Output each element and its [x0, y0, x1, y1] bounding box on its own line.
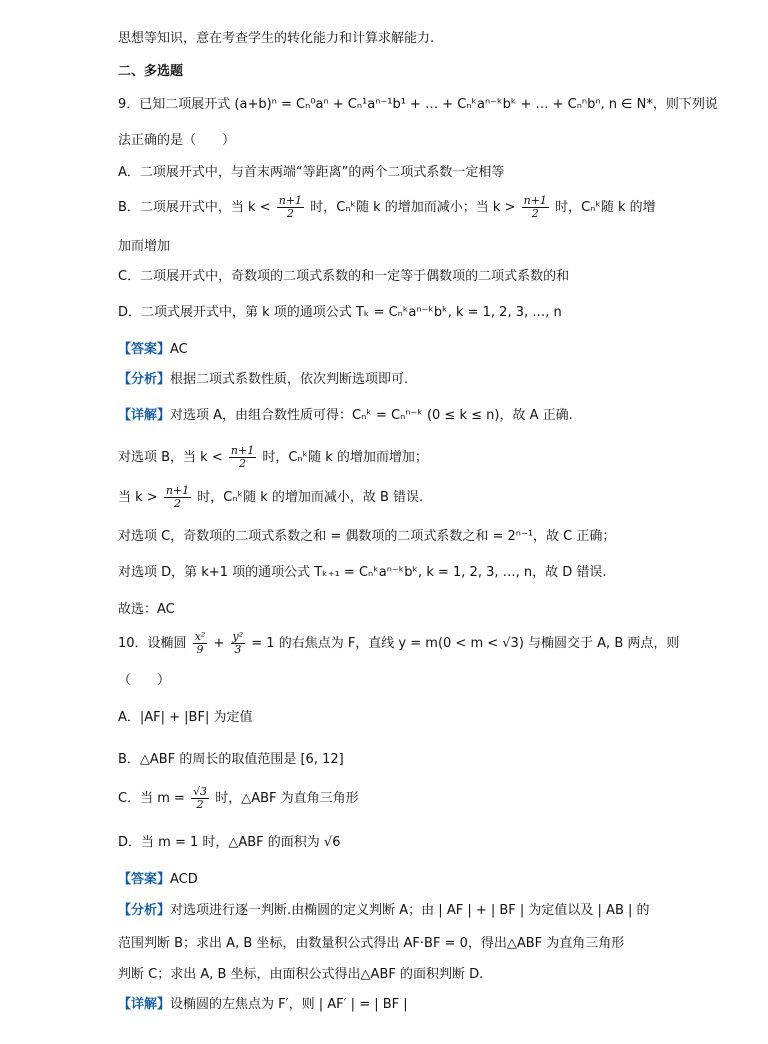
detail-fraction [229, 445, 256, 470]
q10-option-a: A．|AF| + |BF| 为定值 [118, 710, 253, 725]
detail-text: 对选项 A，由组合数性质可得：Cₙᵏ = Cₙⁿ⁻ᵏ (0 ≤ k ≤ n)，故 A 正确. [170, 408, 573, 423]
q10-option-c-text-1: C．当 m = [118, 791, 185, 806]
q9-detail-3 [118, 484, 423, 512]
fraction-denominator: 2 [173, 497, 181, 510]
q10-plus: + [213, 636, 225, 651]
q9-option-a: A．二项展开式中，与首末两端“等距离”的两个二项式系数一定相等 [118, 165, 505, 180]
q9-option-b-text-1: B．二项展开式中，当 k < [118, 200, 271, 215]
detail-text: 时，Cₙᵏ随 k 的增加而增加； [262, 450, 428, 465]
detail-fraction [164, 485, 191, 510]
fraction-numerator: n+1 [230, 444, 255, 457]
detail-text: 设椭圆的左焦点为 F′，则 | AF′ | = | BF | [170, 997, 408, 1012]
q9-option-b-text-2: 时，Cₙᵏ随 k 的增加而减小；当 k > [310, 200, 516, 215]
q10-analysis-1 [118, 902, 650, 920]
fraction-denominator: 3 [234, 643, 242, 656]
q9-option-b-cont: 加而增加 [118, 239, 171, 254]
fraction-numerator: x² [194, 630, 206, 643]
fraction-denominator: 9 [196, 643, 204, 656]
detail-tag: 【详解】 [118, 408, 171, 423]
detail-text: 时，Cₙᵏ随 k 的增加而减小，故 B 错误. [197, 490, 424, 505]
section-title: 二、多选题 [118, 64, 184, 79]
analysis-tag: 【分析】 [118, 372, 171, 387]
q9-option-b-fraction-1 [277, 195, 304, 220]
fraction-numerator: y² [232, 630, 244, 643]
text-line: 思想等知识，意在考查学生的转化能力和计算求解能力. [118, 31, 435, 46]
question-10-stem-cont: （ ） [118, 673, 171, 688]
detail-text: 当 k > [118, 490, 158, 505]
analysis-text: 根据二项式系数性质，依次判断选项即可. [170, 372, 409, 387]
fraction-denominator: 2 [239, 457, 247, 470]
fraction-numerator: n+1 [165, 484, 190, 497]
q9-option-d: D．二项式展开式中，第 k 项的通项公式 Tₖ = Cₙᵏaⁿ⁻ᵏbᵏ, k = 1, 2, 3, …, n [118, 305, 562, 320]
fraction-numerator: n+1 [523, 194, 547, 207]
q10-option-c-fraction [191, 786, 209, 811]
q10-fraction-x [193, 631, 208, 656]
q10-detail-1 [118, 996, 408, 1014]
detail-tag: 【详解】 [118, 997, 171, 1012]
answer-tag: 【答案】 [118, 872, 171, 887]
q9-detail-4: 对选项 C，奇数项的二项式系数之和 = 偶数项的二项式系数之和 = 2ⁿ⁻¹，故 C 正确； [118, 529, 616, 544]
fraction-numerator: √3 [193, 785, 208, 798]
q9-detail-5: 对选项 D，第 k+1 项的通项公式 Tₖ₊₁ = Cₙᵏaⁿ⁻ᵏbᵏ, k = 1, 2, 3, …, n，故 D 错误. [118, 565, 607, 580]
q9-option-c: C．二项展开式中，奇数项的二项式系数的和一定等于偶数项的二项式系数的和 [118, 269, 570, 284]
q10-analysis-2: 范围判断 B；求出 A, B 坐标，由数量积公式得出 AF·BF = 0，得出△ABF 为直角三角形 [118, 936, 625, 951]
q9-analysis [118, 371, 408, 389]
question-10-stem [118, 630, 679, 658]
q9-option-b [118, 194, 656, 222]
detail-text: 对选项 B，当 k < [118, 450, 223, 465]
q10-option-d: D．当 m = 1 时，△ABF 的面积为 √6 [118, 835, 341, 850]
q10-analysis-3: 判断 C；求出 A, B 坐标，由面积公式得出△ABF 的面积判断 D. [118, 967, 484, 982]
fraction-denominator: 2 [286, 207, 294, 220]
q10-option-b: B．△ABF 的周长的取值范围是 [6, 12] [118, 752, 344, 767]
answer-tag: 【答案】 [118, 342, 171, 357]
q9-detail-6: 故选：AC [118, 602, 175, 617]
q10-option-c-text-2: 时，△ABF 为直角三角形 [215, 791, 359, 806]
analysis-text: 对选项进行逐一判断.由椭圆的定义判断 A；由 | AF | + | BF | 为定值以及 | AB | 的 [170, 903, 650, 918]
q9-option-b-text-3: 时，Cₙᵏ随 k 的增 [555, 200, 656, 215]
fraction-denominator: 2 [531, 207, 539, 220]
q9-answer [118, 341, 188, 359]
answer-value: AC [170, 342, 188, 357]
question-9-stem-cont: 法正确的是（ ） [118, 133, 236, 148]
fraction-numerator: n+1 [278, 194, 303, 207]
q9-option-b-fraction-2 [522, 195, 549, 220]
q10-option-c [118, 785, 359, 813]
q9-detail-1 [118, 407, 573, 425]
fraction-denominator: 2 [196, 798, 204, 811]
q10-answer [118, 871, 198, 889]
q10-fraction-y [231, 631, 246, 656]
q9-detail-2 [118, 444, 428, 472]
q10-text-2: = 1 的右焦点为 F，直线 y = m(0 < m < √3) 与椭圆交于 A, B 两点，则 [251, 636, 680, 651]
analysis-tag: 【分析】 [118, 903, 171, 918]
question-9-stem: 9．已知二项展开式 (a+b)ⁿ = Cₙ⁰aⁿ + Cₙ¹aⁿ⁻¹b¹ + … + Cₙᵏaⁿ⁻ᵏbᵏ + … + Cₙⁿbⁿ, n ∈ N*，则下列说 [118, 97, 718, 112]
q10-text-1: 10．设椭圆 [118, 636, 187, 651]
answer-value: ACD [170, 872, 198, 887]
